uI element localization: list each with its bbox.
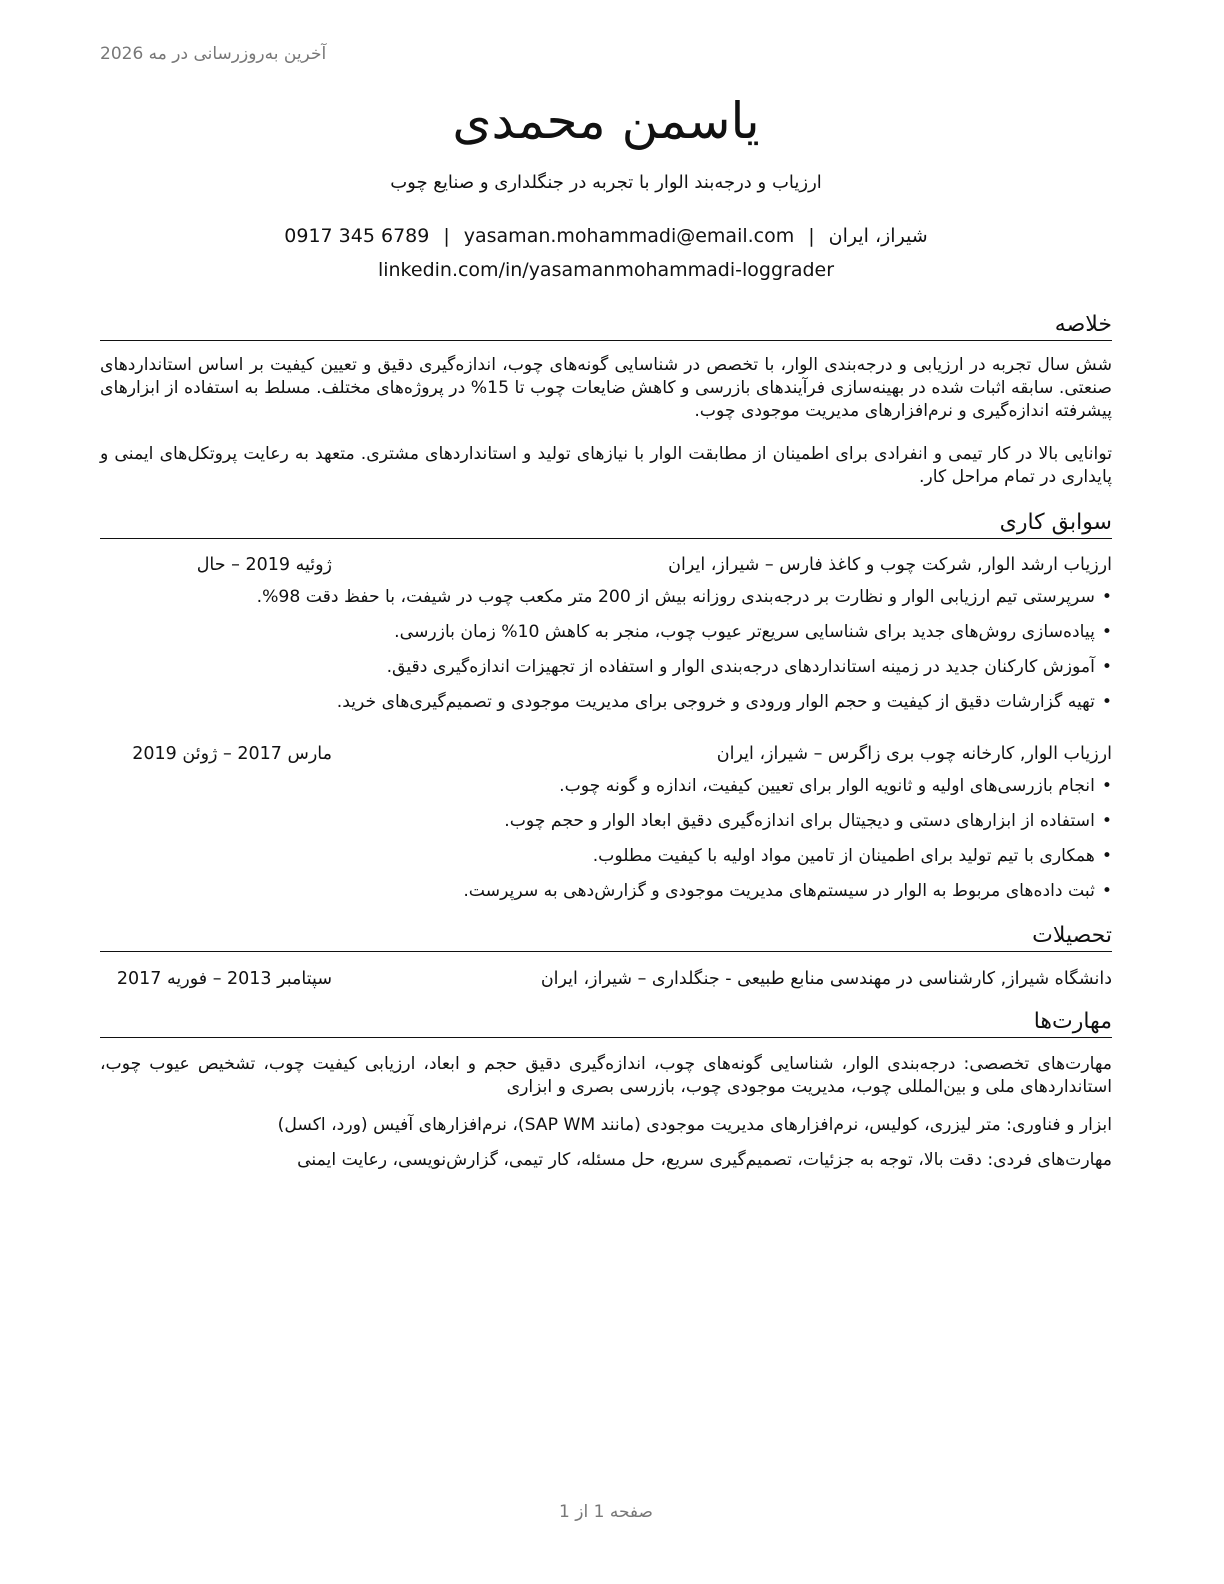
list-item <box>100 619 1112 654</box>
candidate-headline: ارزیاب و درجه‌بند الوار با تجربه در جنگلداری و صنایع چوب <box>390 172 822 193</box>
list-item <box>100 878 1112 913</box>
last-updated-note: آخرین به‌روزرسانی در مه 2026 <box>100 44 327 64</box>
bullet-dot: • <box>1101 846 1112 866</box>
education-heading: تحصیلات <box>100 921 1112 952</box>
job-header <box>100 741 1112 767</box>
education-degree: دانشگاه شیراز, کارشناسی در مهندسی منابع طبیعی - جنگلداری – شیراز، ایران <box>540 969 1112 989</box>
job-dates: مارس 2017 – ژوئن 2019 <box>132 744 332 764</box>
job-bullets <box>100 773 1112 913</box>
bullet-text: تهیه گزارشات دقیق از کیفیت و حجم الوار ورودی و خروجی برای مدیریت موجودی و تصمیم‌گیری‌های خرید. <box>336 692 1095 712</box>
bullet-dot: • <box>1101 776 1112 796</box>
list-item <box>100 773 1112 808</box>
bullet-text: پیاده‌سازی روش‌های جدید برای شناسایی سریع‌تر عیوب چوب، منجر به کاهش 10% زمان بازرسی. <box>394 622 1095 642</box>
experience-heading: سوابق کاری <box>100 508 1112 539</box>
list-item <box>100 654 1112 689</box>
contact-email[interactable]: yasaman.mohammadi@email.com <box>463 225 795 247</box>
contact-separator: | <box>443 225 450 247</box>
contact-location: شیراز، ایران <box>828 225 928 247</box>
linkedin-link[interactable]: linkedin.com/in/yasamanmohammadi-loggrader <box>377 259 835 281</box>
contact-phone: 0917 345 6789 <box>284 225 430 247</box>
bullet-dot: • <box>1101 622 1112 642</box>
bullet-dot: • <box>1101 692 1112 712</box>
resume-page <box>100 0 1112 1584</box>
education-entry <box>100 966 1112 992</box>
skills-personal: مهارت‌های فردی: دقت بالا، توجه به جزئیات، تصمیم‌گیری سریع، حل مسئله، کار تیمی، گزارش‌نویسی، رعایت ایمنی <box>297 1150 1112 1170</box>
page-number: صفحه 1 از 1 <box>559 1502 653 1522</box>
job-bullets <box>100 584 1112 724</box>
job-title: ارزیاب ارشد الوار, شرکت چوب و کاغذ فارس – شیراز، ایران <box>668 555 1112 575</box>
job-dates: ژوئیه 2019 – حال <box>196 555 332 575</box>
list-item <box>100 808 1112 843</box>
bullet-dot: • <box>1101 811 1112 831</box>
list-item <box>100 689 1112 724</box>
list-item <box>100 843 1112 878</box>
bullet-text: آموزش کارکنان جدید در زمینه استانداردهای درجه‌بندی الوار و استفاده از تجهیزات اندازه‌گیری دقیق. <box>386 657 1095 677</box>
candidate-name: یاسمن محمدی <box>452 92 760 150</box>
bullet-text: انجام بازرسی‌های اولیه و ثانویه الوار برای تعیین کیفیت، اندازه و گونه چوب. <box>559 776 1095 796</box>
summary-paragraph: شش سال تجربه در ارزیابی و درجه‌بندی الوار، با تخصص در شناسایی گونه‌های چوب، اندازه‌گیری دقیق و تعیین کیفیت بر اساس استانداردهای صنعتی. سابقه اثبات شده در بهینه‌سازی فرآیندهای بازرسی و کاهش ضایعات چوب تا 15% در پروژه‌های مختلف. مسلط به استفاده از ابزارهای پیشرفته اندازه‌گیری و نرم‌افزارهای مدیریت موجودی چوب. <box>100 355 1112 421</box>
skills-technical: مهارت‌های تخصصی: درجه‌بندی الوار، شناسایی گونه‌های چوب، اندازه‌گیری دقیق حجم و ابعاد، ارزیابی کیفیت چوب، تشخیص عیوب چوب، استانداردهای ملی و بین‌المللی چوب، مدیریت موجودی چوب، بازرسی بصری و ابزاری <box>100 1054 1112 1097</box>
skills-tools: ابزار و فناوری: متر لیزری، کولیس، نرم‌افزارهای مدیریت موجودی (مانند SAP WM)، نرم‌افزارهای آفیس (ورد، اکسل) <box>277 1115 1112 1135</box>
job-header <box>100 552 1112 578</box>
list-item <box>100 584 1112 619</box>
contact-separator: | <box>808 225 815 247</box>
bullet-dot: • <box>1101 881 1112 901</box>
summary-paragraph: توانایی بالا در کار تیمی و انفرادی برای اطمینان از مطابقت الوار با نیازهای تولید و استانداردهای مشتری. متعهد به رعایت پروتکل‌های ایمنی و پایداری در تمام مراحل کار. <box>100 444 1112 487</box>
bullet-text: همکاری با تیم تولید برای اطمینان از تامین مواد اولیه با کیفیت مطلوب. <box>592 846 1095 866</box>
bullet-dot: • <box>1101 587 1112 607</box>
bullet-dot: • <box>1101 657 1112 677</box>
bullet-text: استفاده از ابزارهای دستی و دیجیتال برای اندازه‌گیری دقیق ابعاد الوار و حجم چوب. <box>504 811 1095 831</box>
bullet-text: سرپرستی تیم ارزیابی الوار و نظارت بر درجه‌بندی روزانه بیش از 200 متر مکعب چوب در شیفت، با حفظ دقت 98%. <box>256 587 1095 607</box>
education-dates: سپتامبر 2013 – فوریه 2017 <box>116 969 332 989</box>
skills-heading: مهارت‌ها <box>100 1007 1112 1038</box>
contact-line <box>100 222 1112 250</box>
bullet-text: ثبت داده‌های مربوط به الوار در سیستم‌های مدیریت موجودی و گزارش‌دهی به سرپرست. <box>463 881 1095 901</box>
summary-heading: خلاصه <box>100 310 1112 341</box>
job-title: ارزیاب الوار, کارخانه چوب بری زاگرس – شیراز، ایران <box>716 744 1112 764</box>
